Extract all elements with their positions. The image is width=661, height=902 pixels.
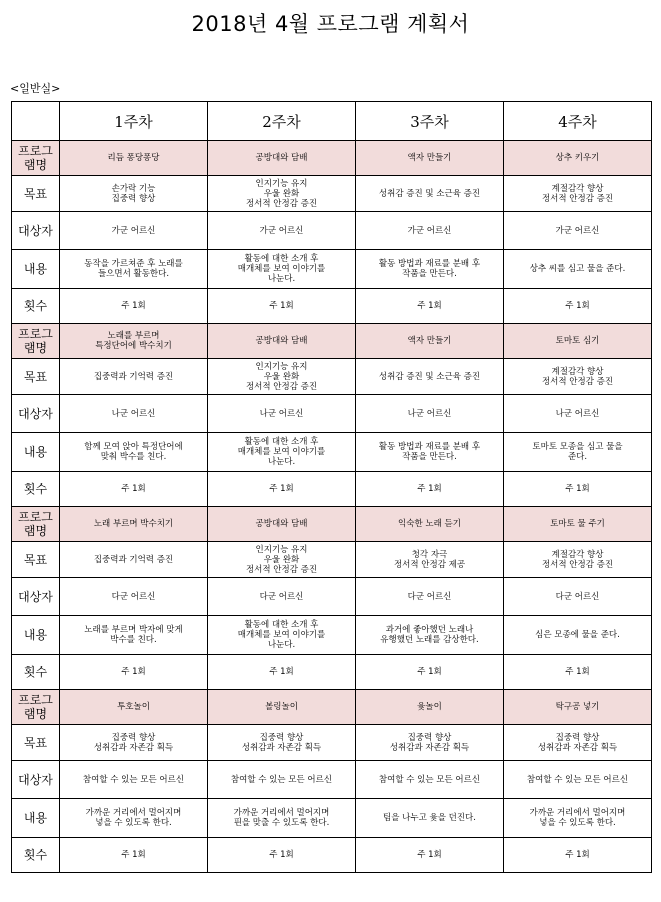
target-cell-week-2: 가군 어르신 [208, 212, 356, 250]
target-cell-week-1: 가군 어르신 [60, 212, 208, 250]
header-week-4: 4주차 [504, 102, 652, 141]
target-cell-week-2: 참여할 수 있는 모든 어르신 [208, 761, 356, 799]
content-cell-week-1: 동작을 가르쳐준 후 노래를 들으면서 활동한다. [60, 250, 208, 289]
table-row [12, 324, 652, 359]
table-header-row [12, 102, 652, 141]
count-cell-week-4: 주 1회 [504, 472, 652, 507]
table-row [12, 761, 652, 799]
program-name-cell-week-3: 액자 만들기 [356, 141, 504, 176]
content-cell-week-4: 상추 씨를 심고 물을 준다. [504, 250, 652, 289]
target-cell-week-3: 다군 어르신 [356, 578, 504, 616]
table-row [12, 690, 652, 725]
goal-cell-week-2: 집중력 향상 성취감과 자존감 획득 [208, 725, 356, 761]
table-row [12, 395, 652, 433]
program-name-cell-week-3: 액자 만들기 [356, 324, 504, 359]
goal-cell-week-3: 성취감 증진 및 소근육 증진 [356, 359, 504, 395]
row-label-count: 횟수 [12, 472, 60, 507]
row-label-program-name: 프로그 램명 [12, 141, 60, 176]
goal-cell-week-1: 집중력과 기억력 증진 [60, 542, 208, 578]
count-cell-week-4: 주 1회 [504, 838, 652, 873]
table-row [12, 472, 652, 507]
target-cell-week-4: 가군 어르신 [504, 212, 652, 250]
row-label-program-name: 프로그 램명 [12, 690, 60, 725]
target-cell-week-3: 가군 어르신 [356, 212, 504, 250]
table-row [12, 616, 652, 655]
target-cell-week-3: 참여할 수 있는 모든 어르신 [356, 761, 504, 799]
program-name-cell-week-2: 공방대와 담배 [208, 324, 356, 359]
table-row [12, 359, 652, 395]
program-plan-table [11, 101, 652, 873]
table-row [12, 725, 652, 761]
goal-cell-week-3: 성취감 증진 및 소근육 증진 [356, 176, 504, 212]
content-cell-week-2: 가까운 거리에서 멀어지며 핀을 맞출 수 있도록 한다. [208, 799, 356, 838]
row-label-content: 내용 [12, 799, 60, 838]
subtitle: <일반실> [10, 82, 61, 95]
content-cell-week-3: 활동 방법과 재료를 분배 후 작품을 만든다. [356, 250, 504, 289]
count-cell-week-1: 주 1회 [60, 838, 208, 873]
count-cell-week-4: 주 1회 [504, 289, 652, 324]
table-row [12, 433, 652, 472]
header-week-1: 1주차 [60, 102, 208, 141]
table-row [12, 542, 652, 578]
count-cell-week-3: 주 1회 [356, 289, 504, 324]
content-cell-week-1: 함께 모여 앉아 특정단어에 맞춰 박수를 친다. [60, 433, 208, 472]
program-name-cell-week-2: 공방대와 담배 [208, 507, 356, 542]
row-label-content: 내용 [12, 616, 60, 655]
row-label-count: 횟수 [12, 838, 60, 873]
row-label-target: 대상자 [12, 761, 60, 799]
table-row [12, 212, 652, 250]
content-cell-week-4: 심은 모종에 물을 준다. [504, 616, 652, 655]
goal-cell-week-3: 집중력 향상 성취감과 자존감 획득 [356, 725, 504, 761]
content-cell-week-3: 과거에 좋아했던 노래나 유행했던 노래를 감상한다. [356, 616, 504, 655]
row-label-content: 내용 [12, 433, 60, 472]
target-cell-week-4: 다군 어르신 [504, 578, 652, 616]
program-name-cell-week-1: 투호놀이 [60, 690, 208, 725]
goal-cell-week-4: 집중력 향상 성취감과 자존감 획득 [504, 725, 652, 761]
content-cell-week-4: 토마토 모종을 심고 물을 준다. [504, 433, 652, 472]
target-cell-week-1: 다군 어르신 [60, 578, 208, 616]
count-cell-week-1: 주 1회 [60, 655, 208, 690]
program-name-cell-week-3: 윷놀이 [356, 690, 504, 725]
goal-cell-week-3: 청각 자극 정서적 안정감 제공 [356, 542, 504, 578]
program-name-cell-week-2: 공방대와 담배 [208, 141, 356, 176]
table-row [12, 507, 652, 542]
row-label-count: 횟수 [12, 289, 60, 324]
count-cell-week-2: 주 1회 [208, 655, 356, 690]
program-name-cell-week-3: 익숙한 노래 듣기 [356, 507, 504, 542]
program-name-cell-week-4: 토마토 심기 [504, 324, 652, 359]
goal-cell-week-1: 집중력 향상 성취감과 자존감 획득 [60, 725, 208, 761]
target-cell-week-4: 참여할 수 있는 모든 어르신 [504, 761, 652, 799]
count-cell-week-3: 주 1회 [356, 838, 504, 873]
row-label-goal: 목표 [12, 359, 60, 395]
content-cell-week-3: 활동 방법과 재료를 분배 후 작품을 만든다. [356, 433, 504, 472]
target-cell-week-2: 나군 어르신 [208, 395, 356, 433]
program-name-cell-week-1: 노래 부르며 박수치기 [60, 507, 208, 542]
program-name-cell-week-1: 노래를 부르며 특정단어에 박수치기 [60, 324, 208, 359]
program-name-cell-week-4: 토마토 물 주기 [504, 507, 652, 542]
goal-cell-week-2: 인지기능 유지 우울 완화 정서적 안정감 증진 [208, 176, 356, 212]
row-label-content: 내용 [12, 250, 60, 289]
row-label-count: 횟수 [12, 655, 60, 690]
row-label-target: 대상자 [12, 395, 60, 433]
row-label-program-name: 프로그 램명 [12, 324, 60, 359]
page-title: 2018년 4월 프로그램 계획서 [191, 12, 470, 36]
program-name-cell-week-4: 상추 키우기 [504, 141, 652, 176]
table-row [12, 141, 652, 176]
table-row [12, 176, 652, 212]
program-name-cell-week-4: 탁구공 넣기 [504, 690, 652, 725]
goal-cell-week-4: 계절감각 향상 정서적 안정감 증진 [504, 542, 652, 578]
content-cell-week-1: 가까운 거리에서 멀어지며 넣을 수 있도록 한다. [60, 799, 208, 838]
target-cell-week-2: 다군 어르신 [208, 578, 356, 616]
target-cell-week-3: 나군 어르신 [356, 395, 504, 433]
content-cell-week-1: 노래를 부르며 박자에 맞게 박수를 친다. [60, 616, 208, 655]
row-label-target: 대상자 [12, 212, 60, 250]
table-row [12, 799, 652, 838]
table-row [12, 655, 652, 690]
table-row [12, 250, 652, 289]
content-cell-week-2: 활동에 대한 소개 후 매개체를 보여 이야기를 나눈다. [208, 616, 356, 655]
goal-cell-week-2: 인지기능 유지 우울 완화 정서적 안정감 증진 [208, 359, 356, 395]
table-row [12, 289, 652, 324]
content-cell-week-4: 가까운 거리에서 멀어지며 넣을 수 있도록 한다. [504, 799, 652, 838]
count-cell-week-2: 주 1회 [208, 472, 356, 507]
header-week-2: 2주차 [208, 102, 356, 141]
program-name-cell-week-2: 볼링놀이 [208, 690, 356, 725]
goal-cell-week-2: 인지기능 유지 우울 완화 정서적 안정감 증진 [208, 542, 356, 578]
count-cell-week-3: 주 1회 [356, 472, 504, 507]
goal-cell-week-4: 계절감각 향상 정서적 안정감 증진 [504, 359, 652, 395]
count-cell-week-2: 주 1회 [208, 838, 356, 873]
row-label-program-name: 프로그 램명 [12, 507, 60, 542]
content-cell-week-2: 활동에 대한 소개 후 매개체를 보여 이야기를 나눈다. [208, 250, 356, 289]
row-label-goal: 목표 [12, 542, 60, 578]
content-cell-week-2: 활동에 대한 소개 후 매개체를 보여 이야기를 나눈다. [208, 433, 356, 472]
row-label-target: 대상자 [12, 578, 60, 616]
goal-cell-week-1: 손가락 기능 집중력 향상 [60, 176, 208, 212]
table-body [12, 141, 652, 873]
content-cell-week-3: 팀을 나누고 윷을 던진다. [356, 799, 504, 838]
goal-cell-week-4: 계절감각 향상 정서적 안정감 증진 [504, 176, 652, 212]
header-week-3: 3주차 [356, 102, 504, 141]
count-cell-week-4: 주 1회 [504, 655, 652, 690]
target-cell-week-1: 나군 어르신 [60, 395, 208, 433]
row-label-goal: 목표 [12, 725, 60, 761]
target-cell-week-4: 나군 어르신 [504, 395, 652, 433]
table-row [12, 578, 652, 616]
program-name-cell-week-1: 리듬 퐁당퐁당 [60, 141, 208, 176]
count-cell-week-3: 주 1회 [356, 655, 504, 690]
target-cell-week-1: 참여할 수 있는 모든 어르신 [60, 761, 208, 799]
goal-cell-week-1: 집중력과 기억력 증진 [60, 359, 208, 395]
count-cell-week-1: 주 1회 [60, 289, 208, 324]
count-cell-week-2: 주 1회 [208, 289, 356, 324]
row-label-goal: 목표 [12, 176, 60, 212]
header-corner-cell [12, 102, 60, 141]
table-row [12, 838, 652, 873]
count-cell-week-1: 주 1회 [60, 472, 208, 507]
